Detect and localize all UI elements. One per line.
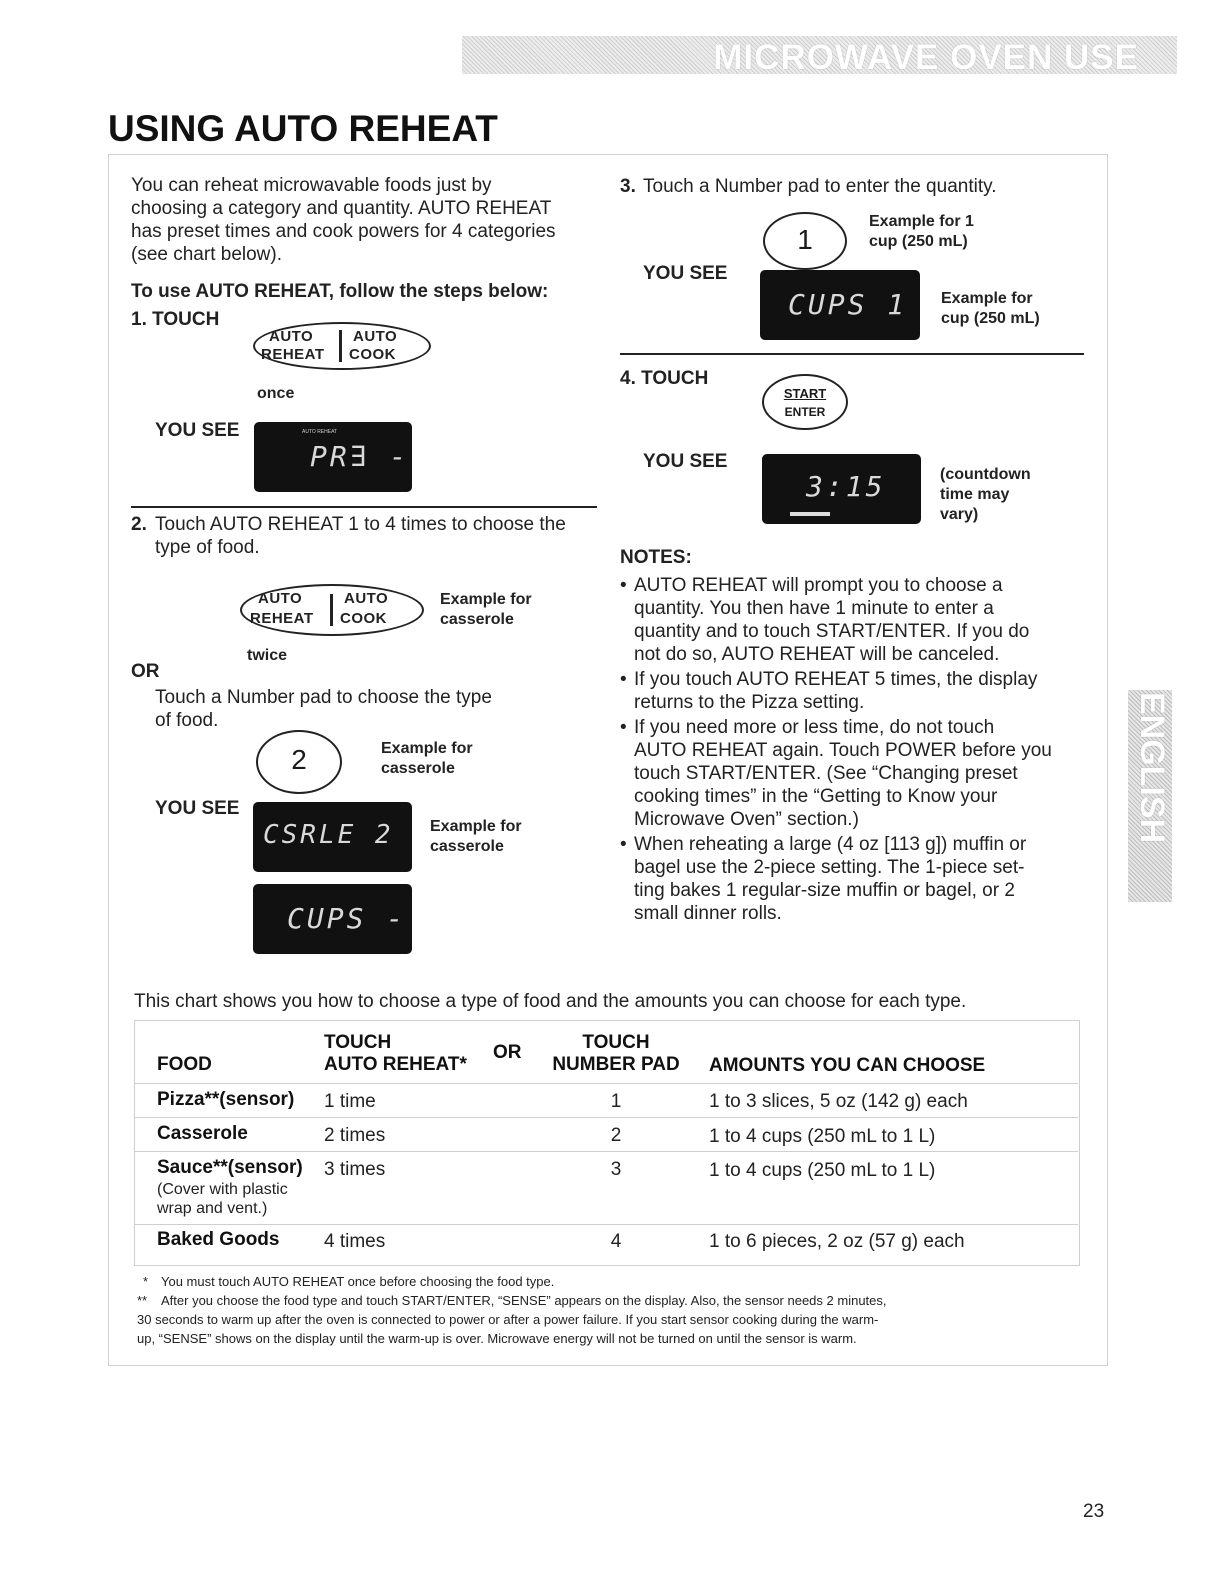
key-label: COOK — [349, 346, 396, 363]
text-line: Touch AUTO REHEAT 1 to 4 times to choose the — [155, 514, 566, 535]
text-line: (Cover with plastic — [157, 1181, 288, 1198]
text-line: TOUCH — [582, 1032, 650, 1053]
key-label: REHEAT — [261, 346, 325, 363]
note-item — [620, 668, 1080, 714]
key-label: AUTO — [353, 328, 398, 345]
number-pad-key-2[interactable] — [256, 730, 342, 794]
step2-text — [155, 513, 595, 559]
step3-example — [869, 212, 974, 252]
text-line: returns to the Pizza setting. — [634, 692, 865, 713]
page-number: 23 — [1083, 1501, 1105, 1522]
text-line: touch START/ENTER. (See “Changing preset — [634, 763, 1018, 784]
col-header-touch-auto — [324, 1032, 467, 1076]
step1-label: 1. TOUCH — [131, 309, 220, 330]
language-tab-label: ENGLISH — [1133, 692, 1171, 844]
auto-reheat-cook-key[interactable] — [240, 584, 424, 636]
step3-example2 — [941, 289, 1040, 329]
text-line: Example for 1 — [869, 213, 974, 230]
text-line: After you choose the food type and touch START/ENTER, “SENSE” appears on the display. Also, the sensor needs 2 minutes, — [161, 1293, 887, 1308]
start-enter-key[interactable] — [762, 374, 848, 430]
text-line: Example for — [381, 740, 473, 757]
step2-example — [440, 590, 532, 630]
col-header-amounts: AMOUNTS YOU CAN CHOOSE — [709, 1055, 986, 1076]
intro-line: choosing a category and quantity. AUTO REHEAT — [131, 198, 552, 219]
step4-you-see: YOU SEE — [643, 451, 728, 472]
key-label: AUTO — [269, 328, 314, 345]
cell-times: 3 times — [324, 1159, 386, 1180]
text-line: up, “SENSE” shows on the display until the warm-up is over. Microwave energy will not be turned on until the sensor is warm. — [137, 1331, 857, 1346]
text-line: bagel use the 2-piece setting. The 1-piece set- — [634, 857, 1025, 878]
cell-amount: 1 to 6 pieces, 2 oz (57 g) each — [709, 1231, 965, 1252]
intro-paragraph — [131, 174, 601, 266]
step3-you-see: YOU SEE — [643, 263, 728, 284]
page-title: USING AUTO REHEAT — [108, 108, 498, 149]
cell-food: Pizza**(sensor) — [157, 1089, 295, 1110]
text-line: Touch a Number pad to choose the type — [155, 687, 492, 708]
footnote-2 — [137, 1291, 1077, 1348]
step3-number: 3. — [620, 176, 636, 197]
cell-pad: 3 — [610, 1159, 622, 1180]
key-divider — [330, 594, 333, 626]
note-item — [620, 574, 1080, 666]
row-divider — [134, 1151, 1078, 1152]
step2-example3 — [430, 817, 522, 857]
text-line: quantity. You then have 1 minute to enter a — [634, 598, 994, 619]
or-label: OR — [131, 661, 160, 682]
language-tab — [1128, 690, 1172, 902]
display-readout: CUPS - — [287, 902, 407, 935]
col-header-food: FOOD — [157, 1054, 212, 1075]
divider — [620, 353, 1084, 355]
step4-display — [762, 454, 921, 524]
key-label: AUTO — [344, 590, 389, 607]
text-line: casserole — [430, 838, 504, 855]
step1-times: once — [257, 385, 295, 402]
text-line: cup (250 mL) — [941, 310, 1040, 327]
steps-heading: To use AUTO REHEAT, follow the steps below: — [131, 281, 549, 302]
col-header-or: OR — [493, 1042, 522, 1063]
cell-food: Baked Goods — [157, 1229, 280, 1250]
step4-label: 4. TOUCH — [620, 368, 709, 389]
row-divider — [134, 1117, 1078, 1118]
step2-display-cups — [253, 884, 412, 954]
step2-alt-text — [155, 686, 575, 732]
number-pad-key-1[interactable] — [763, 212, 847, 270]
text-line: type of food. — [155, 537, 260, 558]
key-label: ENTER — [784, 405, 826, 419]
cell-pad: 1 — [610, 1091, 622, 1112]
step3-text: Touch a Number pad to enter the quantity. — [643, 176, 997, 197]
text-line: time may — [940, 486, 1010, 503]
cell-pad: 4 — [610, 1231, 622, 1252]
display-indicator: AUTO REHEAT — [302, 429, 338, 435]
intro-line: (see chart below). — [131, 244, 283, 265]
step2-you-see: YOU SEE — [155, 798, 240, 819]
text-line: vary) — [940, 506, 979, 523]
footnote-1: You must touch AUTO REHEAT once before choosing the food type. — [161, 1274, 555, 1289]
text-line: wrap and vent.) — [157, 1200, 268, 1217]
chart-intro: This chart shows you how to choose a type of food and the amounts you can choose for each type. — [134, 991, 967, 1012]
text-line: • When reheating a large (4 oz [113 g]) muffin or — [634, 834, 1027, 855]
cell-food-note — [157, 1180, 288, 1218]
text-line: AUTO REHEAT again. Touch POWER before you — [634, 740, 1052, 761]
text-line: Example for — [440, 591, 532, 608]
key-label: START — [783, 386, 827, 401]
key-label: REHEAT — [250, 610, 314, 627]
key-label: AUTO — [258, 590, 303, 607]
text-line: • If you touch AUTO REHEAT 5 times, the display — [634, 669, 1038, 690]
section-banner — [462, 36, 1177, 77]
display-readout: CUPS 1 — [788, 288, 908, 321]
text-line: ting bakes 1 regular-size muffin or bagel, or 2 — [634, 880, 1015, 901]
row-divider — [134, 1083, 1078, 1084]
section-title: MICROWAVE OVEN USE — [713, 38, 1139, 77]
auto-reheat-cook-key[interactable] — [253, 322, 431, 370]
step2-example2 — [381, 739, 473, 779]
footnote-mark: * — [143, 1274, 149, 1289]
key-label: 1 — [797, 224, 813, 255]
cell-amount: 1 to 4 cups (250 mL to 1 L) — [709, 1126, 936, 1147]
intro-line: You can reheat microwavable foods just by — [131, 175, 492, 196]
text-line: quantity and to touch START/ENTER. If you do — [634, 621, 1030, 642]
text-line: 30 seconds to warm up after the oven is connected to power or after a power failure. If you start sensor cooking during the warm- — [137, 1312, 879, 1327]
key-label: 2 — [291, 744, 307, 775]
text-line: (countdown — [940, 466, 1031, 483]
step2-display-casserole — [253, 802, 412, 872]
key-label: COOK — [340, 610, 387, 627]
step1-display — [254, 422, 412, 492]
text-line: • AUTO REHEAT will prompt you to choose a — [634, 575, 1003, 596]
intro-line: has preset times and cook powers for 4 categories — [131, 221, 556, 242]
cell-amount: 1 to 4 cups (250 mL to 1 L) — [709, 1160, 936, 1181]
text-line: casserole — [440, 611, 514, 628]
display-readout: PR∃ - — [310, 440, 410, 473]
text-line: AUTO REHEAT* — [324, 1054, 467, 1075]
text-line: of food. — [155, 710, 219, 731]
text-line: not do so, AUTO REHEAT will be canceled. — [634, 644, 1000, 665]
key-divider — [339, 330, 342, 362]
notes-heading: NOTES: — [620, 547, 692, 568]
text-line: cup (250 mL) — [869, 233, 968, 250]
step2-number: 2. — [131, 514, 147, 535]
cell-food: Casserole — [157, 1123, 248, 1144]
text-line: • If you need more or less time, do not touch — [634, 717, 995, 738]
text-line: Example for — [941, 290, 1033, 307]
col-header-touch-number — [548, 1032, 684, 1076]
cell-times: 2 times — [324, 1125, 386, 1146]
text-line: Microwave Oven” section.) — [634, 809, 859, 830]
text-line: TOUCH — [324, 1032, 392, 1053]
display-readout: 3:15 — [806, 470, 886, 503]
step1-you-see: YOU SEE — [155, 420, 240, 441]
cell-times: 4 times — [324, 1231, 386, 1252]
step4-note — [940, 465, 1031, 525]
cell-times: 1 time — [324, 1091, 376, 1112]
divider — [131, 506, 597, 508]
text-line: NUMBER PAD — [552, 1054, 680, 1075]
step2-times: twice — [247, 647, 288, 664]
footnote-mark: ** — [137, 1293, 148, 1308]
cell-pad: 2 — [610, 1125, 622, 1146]
row-divider — [134, 1224, 1078, 1225]
progress-indicator — [790, 512, 830, 516]
text-line: casserole — [381, 760, 455, 777]
text-line: Example for — [430, 818, 522, 835]
cell-amount: 1 to 3 slices, 5 oz (142 g) each — [709, 1091, 968, 1112]
text-line: cooking times” in the “Getting to Know your — [634, 786, 998, 807]
note-item — [620, 716, 1080, 831]
notes-list — [620, 574, 1080, 927]
display-readout: CSRLE 2 — [263, 820, 394, 850]
text-line: small dinner rolls. — [634, 903, 782, 924]
note-item — [620, 833, 1080, 925]
cell-food: Sauce**(sensor) — [157, 1157, 303, 1178]
step3-display — [760, 270, 920, 340]
